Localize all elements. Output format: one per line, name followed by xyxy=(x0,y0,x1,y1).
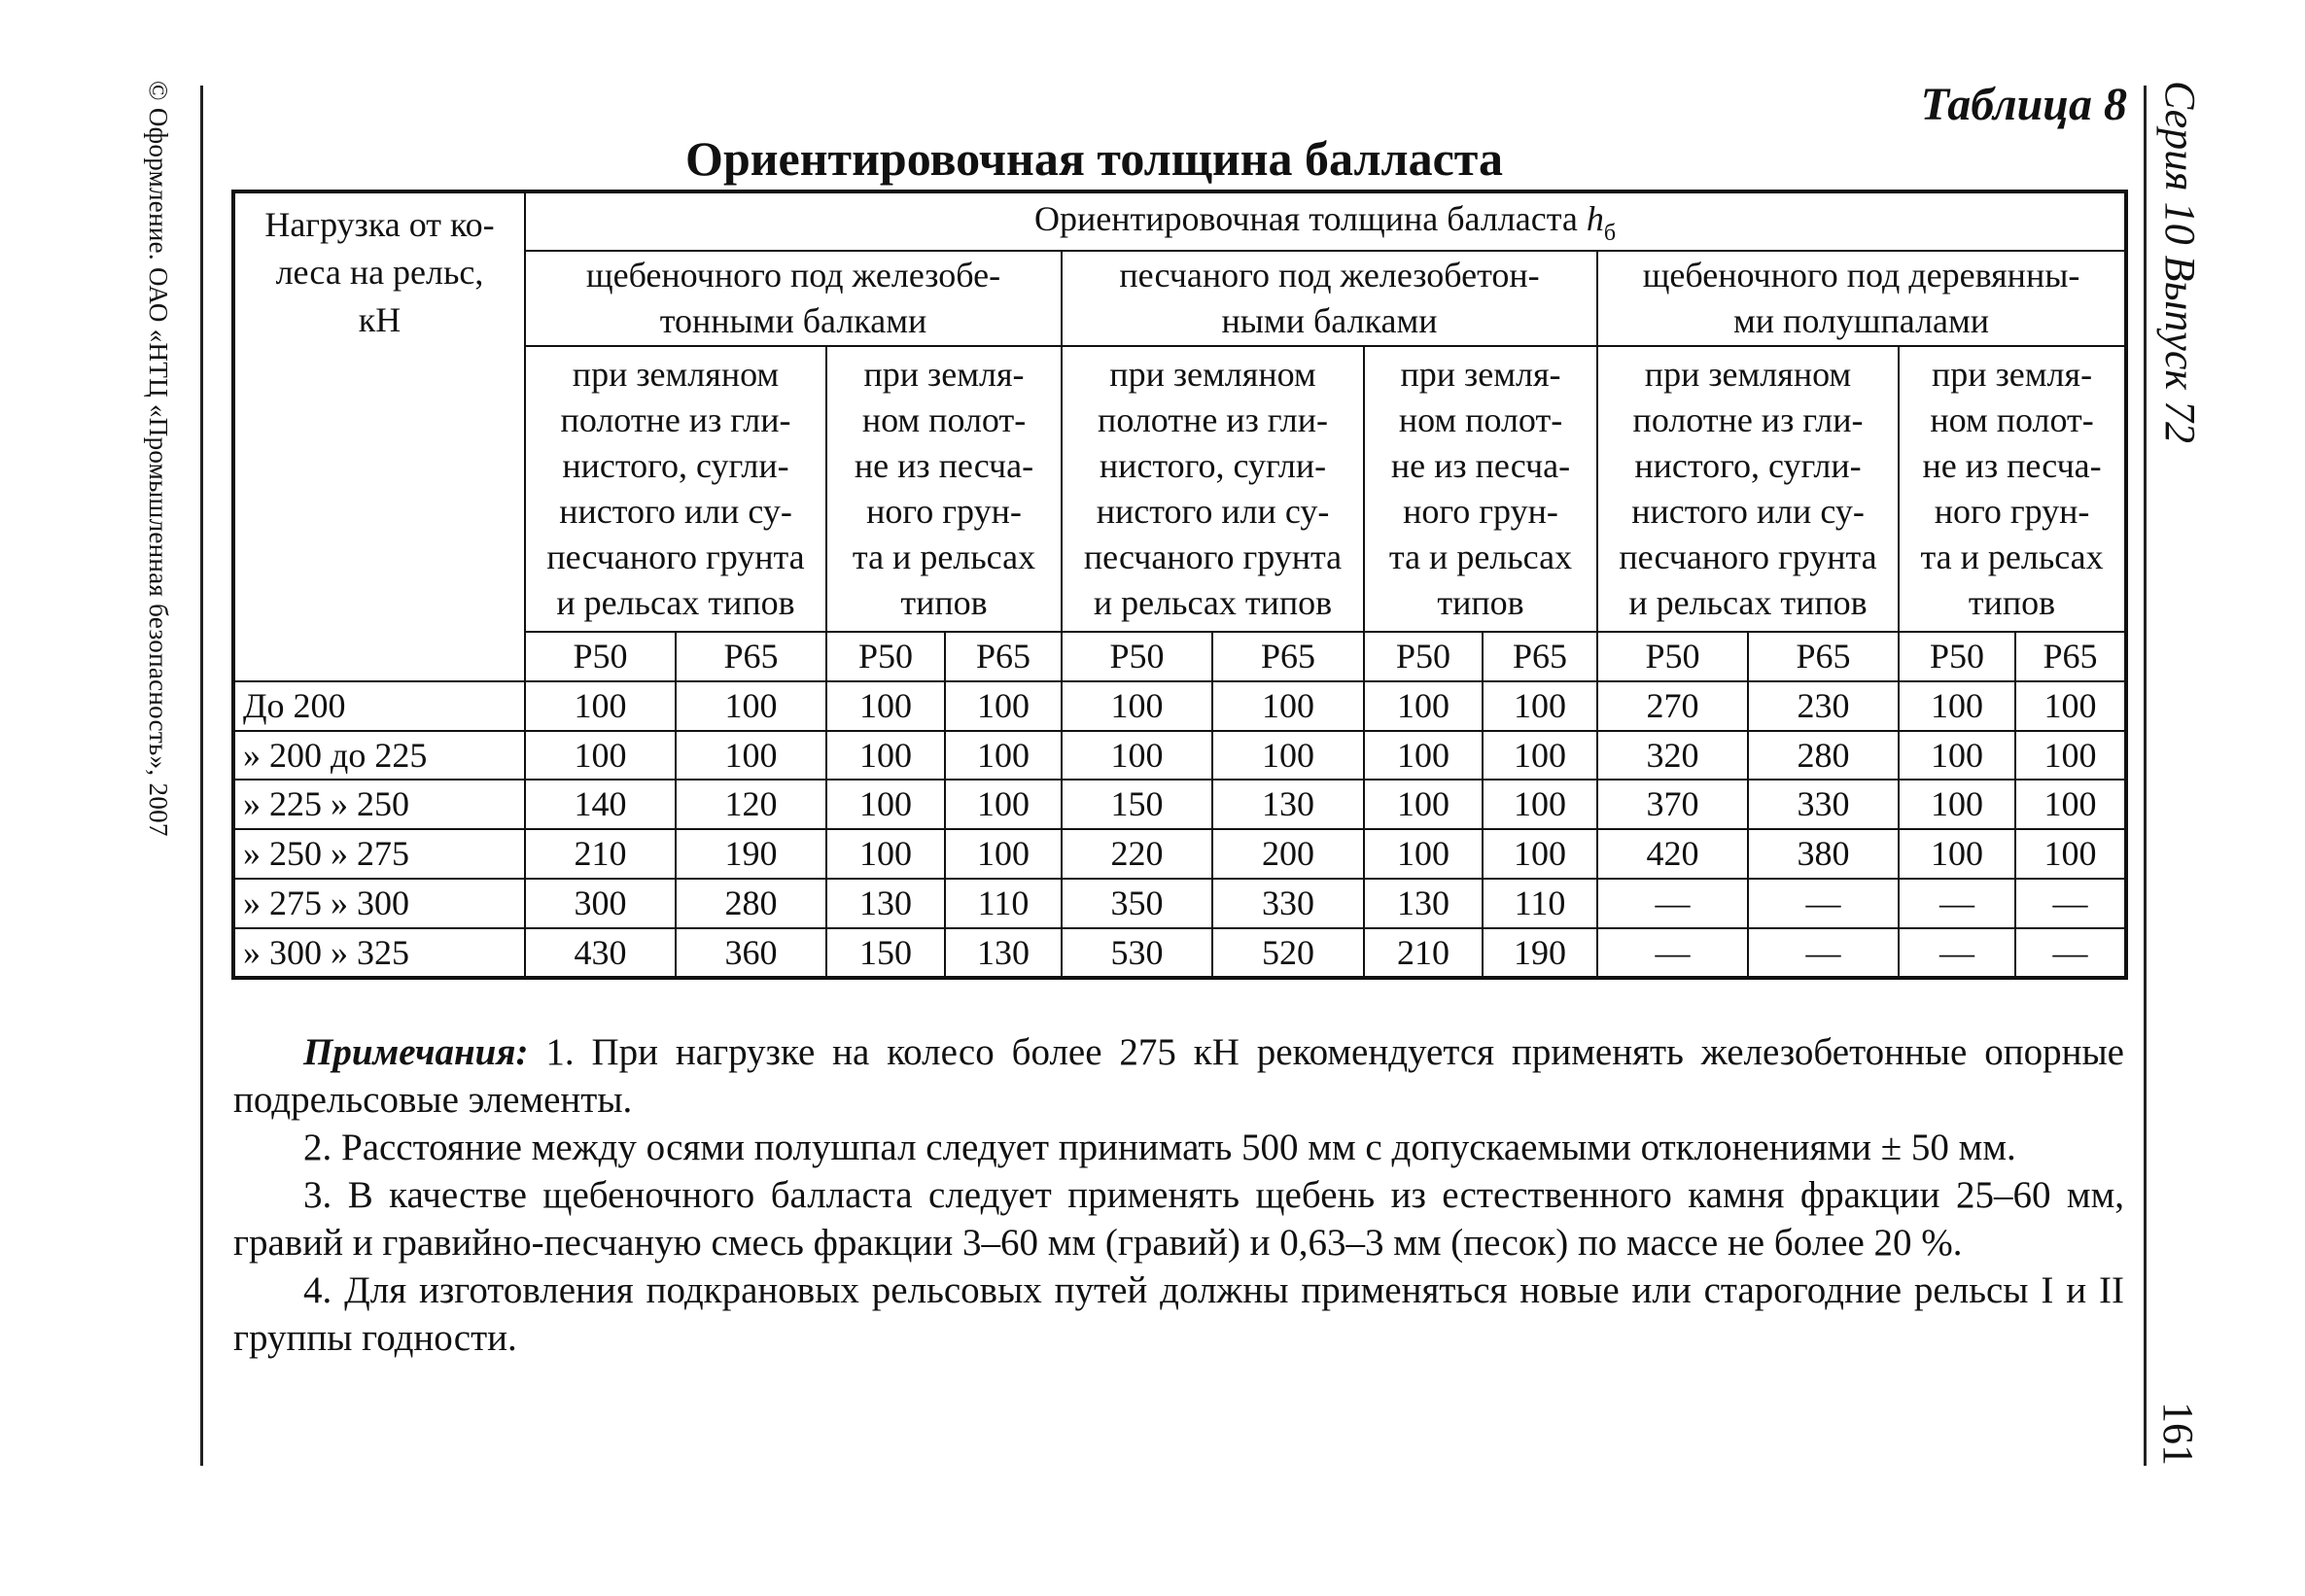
table-cell: 150 xyxy=(1062,780,1212,829)
row-load-label: » 225 » 250 xyxy=(233,780,525,829)
table-cell: 190 xyxy=(1483,928,1597,978)
right-margin-rule xyxy=(2144,86,2147,1466)
rail-type-header: Р50 xyxy=(1899,632,2015,681)
rail-type-header: Р50 xyxy=(525,632,676,681)
group-header-line: щебеночного под деревянны- xyxy=(1642,255,2080,295)
table-cell: 130 xyxy=(945,928,1062,978)
table-cell: 530 xyxy=(1062,928,1212,978)
notes-heading: Примечания: xyxy=(303,1031,529,1073)
subgroup-header-line: та и рельсах xyxy=(852,537,1036,576)
group-header-line: ми полушпалами xyxy=(1733,300,1990,340)
table-cell: 210 xyxy=(525,829,676,879)
subgroup-header-line: не из песча- xyxy=(1922,445,2102,485)
table-cell: — xyxy=(2015,879,2126,928)
table-cell: 100 xyxy=(1364,731,1483,781)
subgroup-header-line: ного грун- xyxy=(1403,491,1558,531)
table-cell: 130 xyxy=(1212,780,1364,829)
rail-type-header: Р65 xyxy=(945,632,1062,681)
table-cell: 200 xyxy=(1212,829,1364,879)
table-cell: — xyxy=(1597,879,1748,928)
table-cell: 100 xyxy=(1062,731,1212,781)
table-cell: 100 xyxy=(2015,731,2126,781)
note-item xyxy=(233,1266,2124,1362)
subgroup-header-line: и рельсах типов xyxy=(1093,582,1333,622)
subgroup-header xyxy=(1062,346,1364,632)
side-copyright: © Оформление. ОАО «НТЦ «Промышленная безопасность», 2007 xyxy=(144,81,173,837)
table-cell: 100 xyxy=(1364,681,1483,731)
subgroup-header-line: и рельсах типов xyxy=(556,582,795,622)
table-label: Таблица 8 xyxy=(1920,79,2127,130)
subgroup-header-line: типов xyxy=(1437,582,1524,622)
subgroup-header-line: полотне из гли- xyxy=(1632,399,1864,439)
subgroup-header-line: не из песча- xyxy=(1390,445,1571,485)
table-cell: 140 xyxy=(525,780,676,829)
table-cell: 130 xyxy=(1364,879,1483,928)
subgroup-header-line: ного грун- xyxy=(866,491,1022,531)
table-cell: — xyxy=(2015,928,2126,978)
table-cell: 280 xyxy=(1748,731,1899,781)
table-row xyxy=(233,928,2126,978)
table-row xyxy=(233,731,2126,781)
subgroup-header-line: нистого или су- xyxy=(1631,491,1865,531)
subgroup-header-line: песчаного грунта xyxy=(1083,537,1343,576)
table-cell: 100 xyxy=(1899,681,2015,731)
table-cell: 100 xyxy=(1483,780,1597,829)
subgroup-header-line: при земля- xyxy=(1932,354,2093,394)
note-item xyxy=(233,1028,2124,1124)
table-cell: 220 xyxy=(1062,829,1212,879)
subgroup-header xyxy=(1597,346,1899,632)
table-cell: 100 xyxy=(826,780,945,829)
table-cell: 100 xyxy=(2015,829,2126,879)
top-header-subscript: б xyxy=(1603,221,1617,247)
table-cell: 100 xyxy=(1364,829,1483,879)
table-row xyxy=(233,829,2126,879)
table-row xyxy=(233,879,2126,928)
rail-type-header: Р50 xyxy=(1364,632,1483,681)
subgroup-header-line: нистого, сугли- xyxy=(1634,445,1862,485)
row-load-label: » 200 до 225 xyxy=(233,731,525,781)
rail-type-header: Р50 xyxy=(1597,632,1748,681)
subgroup-header-line: полотне из гли- xyxy=(1098,399,1328,439)
subgroup-header-line: при земляном xyxy=(1109,354,1316,394)
subgroup-header xyxy=(826,346,1062,632)
subgroup-header xyxy=(525,346,826,632)
table-cell: 280 xyxy=(676,879,826,928)
table-cell: 520 xyxy=(1212,928,1364,978)
subgroup-header-line: песчаного грунта xyxy=(1619,537,1877,576)
ballast-table xyxy=(231,190,2128,980)
table-cell: 360 xyxy=(676,928,826,978)
subgroup-header-line: не из песча- xyxy=(854,445,1034,485)
table-cell: 380 xyxy=(1748,829,1899,879)
subgroup-header-line: типов xyxy=(900,582,988,622)
corner-header-line: леса на рельс, xyxy=(275,253,484,292)
top-header xyxy=(525,191,2126,251)
table-cell: 100 xyxy=(1899,780,2015,829)
table-cell: 100 xyxy=(945,681,1062,731)
subgroup-header-line: ного грун- xyxy=(1934,491,2090,531)
table-cell: — xyxy=(1899,928,2015,978)
table-cell: 100 xyxy=(826,731,945,781)
subgroup-header-line: ном полот- xyxy=(861,399,1027,439)
table-row xyxy=(233,780,2126,829)
group-header-line: ными балками xyxy=(1221,300,1438,340)
group-header xyxy=(1062,251,1597,346)
subgroup-header-line: при земля- xyxy=(1400,354,1561,394)
table-cell: 100 xyxy=(945,731,1062,781)
row-load-label: До 200 xyxy=(233,681,525,731)
subgroup-header xyxy=(1899,346,2126,632)
note-text: 3. В качестве щебеночного балласта следует применять щебень из естественного камня фракции 25–60 мм, гравий и гравийно-песчаную смесь фракции 3–60 мм (гравий) и 0,63–3 мм (песок) по массе не более 20 %. xyxy=(233,1174,2124,1264)
subgroup-header-line: нистого или су- xyxy=(1096,491,1330,531)
table-cell: 100 xyxy=(2015,681,2126,731)
table-cell: 100 xyxy=(1364,780,1483,829)
table-cell: 100 xyxy=(1483,681,1597,731)
rail-type-header: Р50 xyxy=(826,632,945,681)
table-cell: 100 xyxy=(525,731,676,781)
corner-header xyxy=(233,191,525,681)
subgroup-header-line: нистого, сугли- xyxy=(562,445,789,485)
subgroup-header xyxy=(1364,346,1597,632)
rail-type-header: Р65 xyxy=(2015,632,2126,681)
table-cell: 100 xyxy=(676,731,826,781)
subgroup-header-line: та и рельсах xyxy=(1388,537,1573,576)
note-text: 1. При нагрузке на колесо более 275 кН рекомендуется применять железобетонные опорные подрельсовые элементы. xyxy=(233,1031,2124,1121)
subgroup-header-line: при земляном xyxy=(1644,354,1852,394)
table-cell: 320 xyxy=(1597,731,1748,781)
table-cell: 150 xyxy=(826,928,945,978)
subgroup-header-line: ном полот- xyxy=(1398,399,1563,439)
group-header-line: тонными балками xyxy=(659,300,927,340)
top-header-symbol: h xyxy=(1586,199,1604,239)
note-text: 2. Расстояние между осями полушпал следует принимать 500 мм с допускаемыми отклонениями ± 50 мм. xyxy=(303,1127,2016,1168)
table-cell: 100 xyxy=(945,780,1062,829)
table-cell: 100 xyxy=(676,681,826,731)
corner-header-line: Нагрузка от ко- xyxy=(264,205,495,244)
table-cell: 110 xyxy=(945,879,1062,928)
table-cell: 100 xyxy=(826,681,945,731)
table-cell: 190 xyxy=(676,829,826,879)
table-cell: 100 xyxy=(826,829,945,879)
table-cell: 270 xyxy=(1597,681,1748,731)
side-series-label: Серия 10 Выпуск 72 xyxy=(2156,81,2204,443)
subgroup-header-line: при земляном xyxy=(572,354,780,394)
table-cell: 430 xyxy=(525,928,676,978)
group-header-line: песчаного под железобетон- xyxy=(1119,255,1540,295)
table-cell: 100 xyxy=(1899,829,2015,879)
table-cell: — xyxy=(1597,928,1748,978)
row-load-label: » 300 » 325 xyxy=(233,928,525,978)
subgroup-header-line: ном полот- xyxy=(1930,399,2094,439)
table-cell: 100 xyxy=(1483,829,1597,879)
subgroup-header-line: полотне из гли- xyxy=(560,399,791,439)
table-cell: 100 xyxy=(525,681,676,731)
rail-type-header: Р65 xyxy=(1212,632,1364,681)
table-cell: 330 xyxy=(1748,780,1899,829)
table-cell: 100 xyxy=(945,829,1062,879)
left-margin-rule xyxy=(200,86,203,1466)
table-cell: 100 xyxy=(1899,731,2015,781)
subgroup-header-line: и рельсах типов xyxy=(1628,582,1868,622)
table-cell: — xyxy=(1748,928,1899,978)
row-load-label: » 250 » 275 xyxy=(233,829,525,879)
rail-type-header: Р65 xyxy=(1483,632,1597,681)
row-load-label: » 275 » 300 xyxy=(233,879,525,928)
table-cell: — xyxy=(1748,879,1899,928)
title-text: Ориентировочная толщина балласта xyxy=(685,131,1503,186)
table-cell: 230 xyxy=(1748,681,1899,731)
group-header xyxy=(525,251,1062,346)
table-cell: 210 xyxy=(1364,928,1483,978)
table-cell: 110 xyxy=(1483,879,1597,928)
table-cell: 350 xyxy=(1062,879,1212,928)
table-cell: — xyxy=(1899,879,2015,928)
notes-section xyxy=(233,1028,2124,1362)
group-header xyxy=(1597,251,2126,346)
note-item xyxy=(233,1124,2124,1171)
table-cell: 420 xyxy=(1597,829,1748,879)
subgroup-header-line: нистого или су- xyxy=(559,491,792,531)
rail-type-header: Р50 xyxy=(1062,632,1212,681)
table-cell: 100 xyxy=(2015,780,2126,829)
rail-type-header: Р65 xyxy=(1748,632,1899,681)
table-cell: 130 xyxy=(826,879,945,928)
subgroup-header-line: нистого, сугли- xyxy=(1099,445,1327,485)
table-cell: 100 xyxy=(1062,681,1212,731)
page-title xyxy=(0,130,2305,187)
table-cell: 330 xyxy=(1212,879,1364,928)
table-cell: 370 xyxy=(1597,780,1748,829)
table-cell: 100 xyxy=(1212,731,1364,781)
corner-header-line: кН xyxy=(358,300,402,339)
note-text: 4. Для изготовления подкрановых рельсовых путей должны применяться новые или старогодние рельсы I и II группы годности. xyxy=(233,1269,2124,1359)
group-header-line: щебеночного под железобе- xyxy=(585,255,1001,295)
subgroup-header-line: та и рельсах xyxy=(1920,537,2104,576)
subgroup-header-line: при земля- xyxy=(863,354,1025,394)
table-cell: 300 xyxy=(525,879,676,928)
table-row xyxy=(233,681,2126,731)
top-header-text: Ориентировочная толщина балласта xyxy=(1034,199,1578,239)
rail-type-header: Р65 xyxy=(676,632,826,681)
subgroup-header-line: типов xyxy=(1968,582,2056,622)
subgroup-header-line: песчаного грунта xyxy=(546,537,805,576)
table-cell: 120 xyxy=(676,780,826,829)
table-cell: 100 xyxy=(1212,681,1364,731)
page-number: 161 xyxy=(2154,1402,2202,1466)
note-item xyxy=(233,1171,2124,1266)
table-cell: 100 xyxy=(1483,731,1597,781)
